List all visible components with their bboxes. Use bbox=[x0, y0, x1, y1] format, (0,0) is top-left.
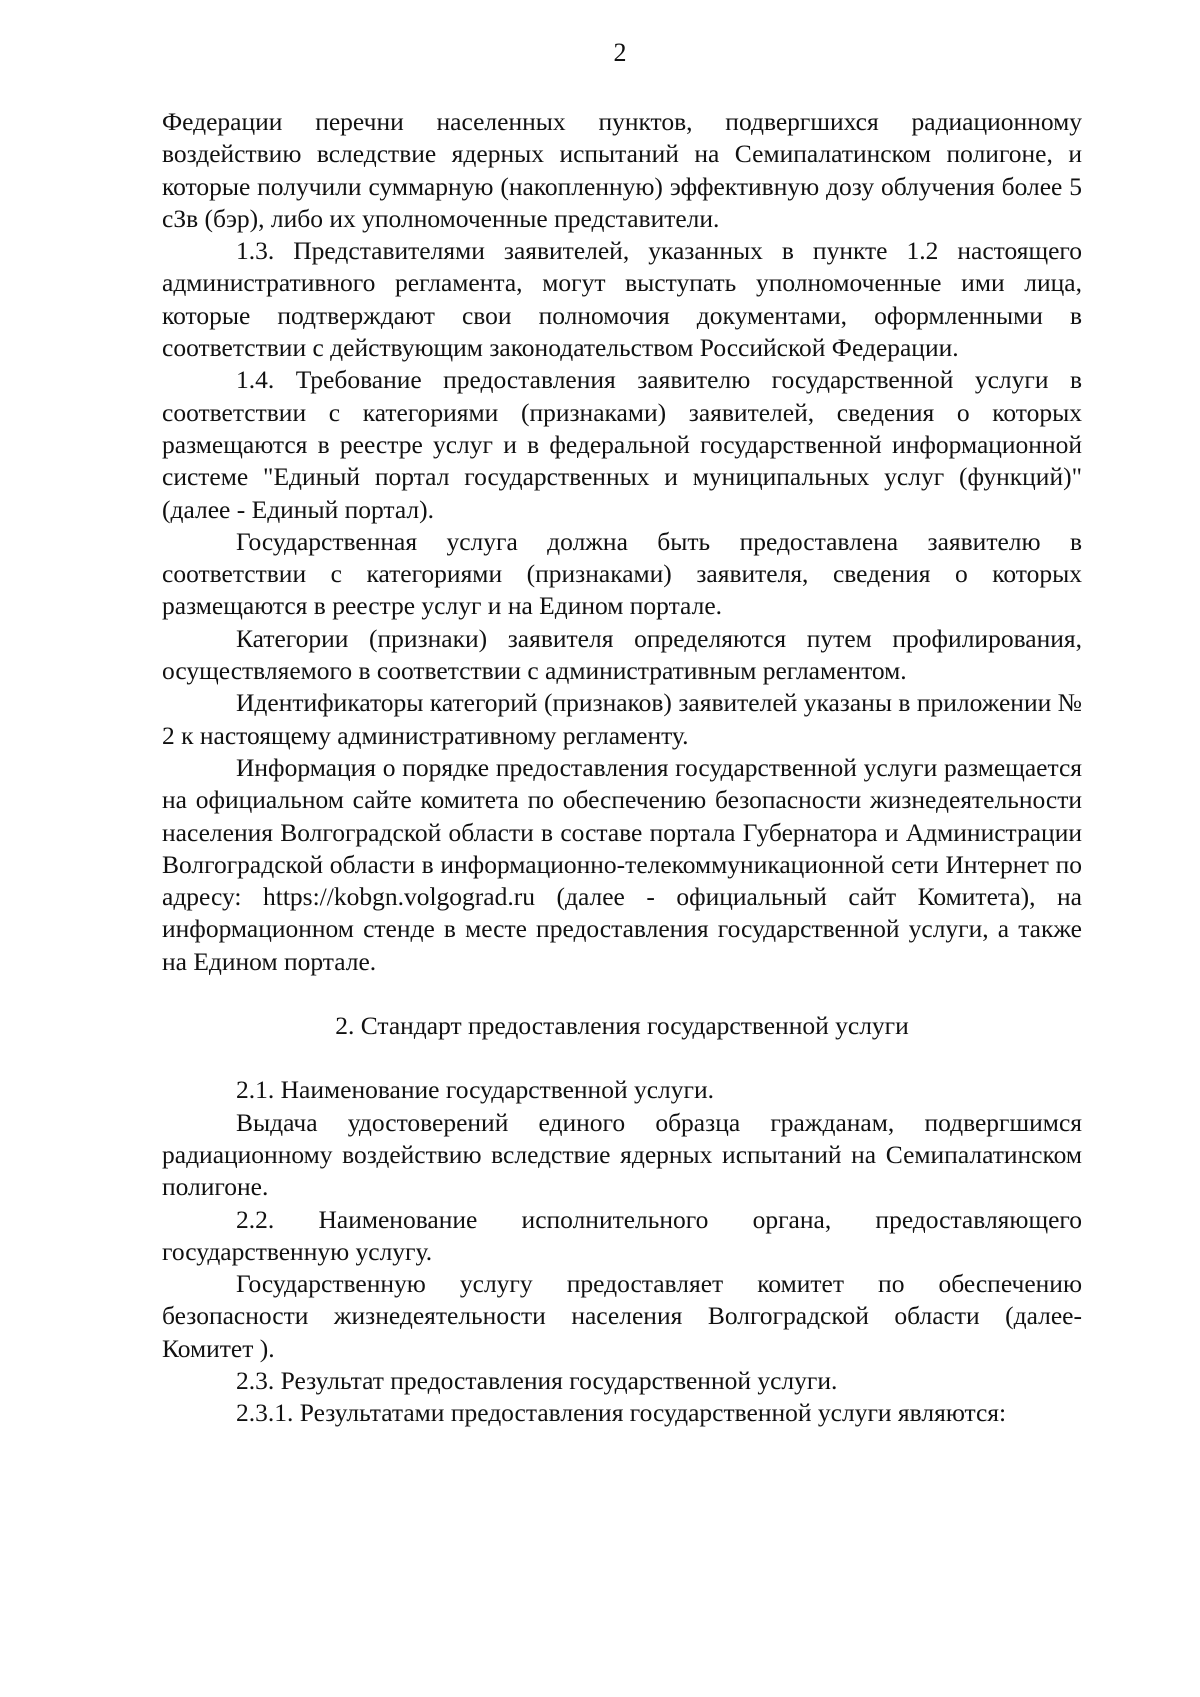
paragraph-2-1: 2.1. Наименование государственной услуги. bbox=[236, 1075, 715, 1105]
paragraph-2-2: 2.2. Наименование исполнительного органа, предоставляющего государственную услугу. bbox=[162, 1204, 1082, 1266]
paragraph-service-provision: Государственная услуга должна быть предоставлена заявителю в соответствии с категориями (признаками) заявителя, сведения о которых размещаются в реестре услуг и на Едином портале. bbox=[162, 526, 1082, 621]
section-2-heading: 2. Стандарт предоставления государственной услуги bbox=[335, 1011, 909, 1041]
paragraph-2-3: 2.3. Результат предоставления государственной услуги. bbox=[236, 1365, 838, 1395]
paragraph-2-2-text: Государственную услугу предоставляет комитет по обеспечению безопасности жизнедеятельности населения Волгоградской области (далее- Комитет ). bbox=[162, 1269, 1082, 1363]
paragraph-1-4: 1.4. Требование предоставления заявителю государственной услуги в соответствии с категориями (признаками) заявителей, сведения о которых размещаются в реестре услуг и в федеральной государственной информационной системе "Единый портал государственных и муниципальных услуг (функций)" (далее - Единый портал). bbox=[162, 365, 1082, 524]
paragraph-continuation: Федерации перечни населенных пунктов, подвергшихся радиационному воздействию вследствие ядерных испытаний на Семипалатинском полигоне, и которые получили суммарную (накопленную) эффективную дозу облучения более 5 сЗв (бэр), либо их уполномоченные представители. bbox=[162, 107, 1082, 233]
page-number: 2 bbox=[613, 38, 627, 67]
paragraph-1-3: 1.3. Представителями заявителей, указанных в пункте 1.2 настоящего административного регламента, могут выступать уполномоченные ими лица, которые подтверждают свои полномочия документами, оформленными в соответствии с действующим законодательством Российской Федерации. bbox=[162, 236, 1082, 363]
paragraph-categories: Категории (признаки) заявителя определяются путем профилирования, осуществляемого в соответствии с административным регламентом. bbox=[162, 623, 1082, 686]
paragraph-identifiers: Идентификаторы категорий (признаков) заявителей указаны в приложении № 2 к настоящему административному регламенту. bbox=[162, 688, 1082, 750]
paragraph-information: Информация о порядке предоставления государственной услуги размещается на официальном сайте комитета по обеспечению безопасности жизнедеятельности населения Волгоградской области в составе портала Губернатора и Администрации Волгоградской области в информационно-телекоммуникационной сети Интернет по адресу: https://kobgn.volgograd.ru (далее - официальный сайт Комитета), на информационном стенде в месте предоставления государственной услуги, а также на Едином портале. bbox=[162, 752, 1082, 976]
paragraph-2-3-1: 2.3.1. Результатами предоставления государственной услуги являются: bbox=[236, 1398, 1007, 1428]
paragraph-2-1-text: Выдача удостоверений единого образца гражданам, подвергшимся радиационному воздействию вследствие ядерных испытаний на Семипалатинском полигоне. bbox=[162, 1107, 1082, 1202]
document-body bbox=[162, 106, 1082, 1430]
